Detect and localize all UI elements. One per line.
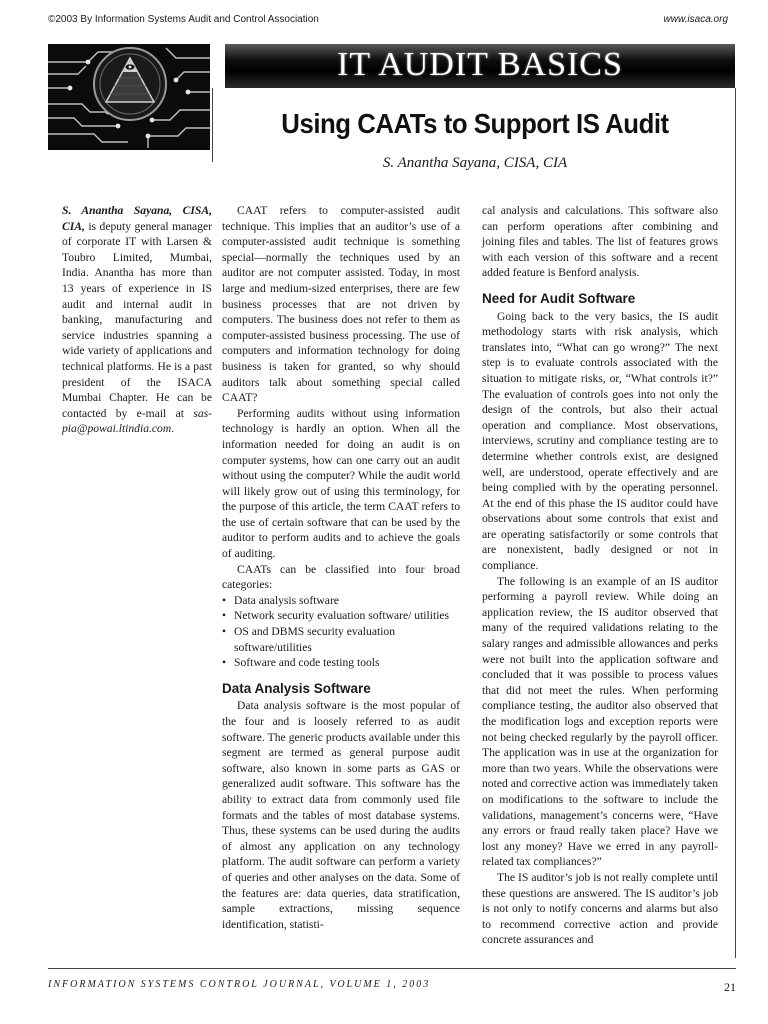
author-bio bbox=[62, 203, 212, 437]
bio-email-link[interactable]: sas-pia@powai.ltindia.com bbox=[62, 406, 212, 436]
paragraph: Data analysis software is the most popular of the four and is loosely referred to as audit software. The generic products available under this segment are termed as general purpose audit software, also known in some parts as GAS or generalized audit software. This software has the ability to extract data from commonly used file formats and the tables of most database systems. Thus, these systems can be used during the audits of almost any application on any technology platform. The audit software can perform a variety of queries and other analyses on the data. Some of the features are: data queries, data stratification, sample extractions, missing sequence identification, statisti- bbox=[222, 699, 460, 931]
section-heading: Need for Audit Software bbox=[482, 290, 636, 306]
website-link[interactable]: www.isaca.org bbox=[663, 14, 728, 25]
list-item: • Network security evaluation software/ utilities bbox=[222, 608, 460, 624]
paragraph: The IS auditor’s job is not really complete until these questions are answered. The IS auditor’s job is not only to notify concerns and alarms but also to recommend corrective action and provide concrete assurances and bbox=[482, 870, 718, 947]
caat-category-list bbox=[222, 593, 460, 671]
paragraph: CAAT refers to computer-assisted audit technique. This implies that an auditor’s use of a computer-assisted audit technique is something special—normally the techniques used by an auditor are not computer assisted. Today, in most large and medium-sized enterprises, there are few business processes that are not driven by computers. The business does not refer to them as computer-assisted business processing. The use of computers and information technology for doing business is taken for granted, so why should auditors talk about something special called CAAT? bbox=[222, 204, 460, 405]
circuit-eye-pyramid-icon bbox=[48, 44, 210, 150]
paragraph: The following is an example of an IS auditor performing a payroll review. While doing an application review, the IS auditor observed that many of the required validations relating to the salary ranges and admissible allowances and perks were not built into the application software and concluded that it was possible to process values that did not meet the rules. When performing compliance testing, the auditor also observed that the modification logs and exception reports were not being checked regularly by the payroll officer. The application was in use at the organization for more than two years. While the observations were noted and corrective action was immediately taken on modifications to the software to include the validations, management’s concerns were, “Have any errors or fraud really taken place? Have we lost any money? Have we erred in any payroll-related tax compliances?” bbox=[482, 574, 718, 869]
bio-end: . bbox=[171, 422, 175, 436]
section-heading: Data Analysis Software bbox=[222, 680, 371, 696]
copyright-notice: ©2003 By Information Systems Audit and Control Association bbox=[48, 14, 319, 25]
paragraph: Performing audits without using information technology is hardly an option. When all the information needed for doing an audit is on computer systems, how can one carry out an audit without using the computer? While the audit world will likely grow out of using this terminology, for the purpose of this article, the term CAAT refers to the use of certain software that can be used by the auditor to perform audits and to achieve the goals of auditing. bbox=[222, 406, 460, 561]
article-author: S. Anantha Sayana, CISA, CIA bbox=[382, 155, 568, 171]
paragraph: Going back to the very basics, the IS audit methodology starts with risk analysis, which translates into, “What can go wrong?” The next step is to evaluate controls associated with the situation to mitigate risks, or, “What controls it?” The evaluation of controls goes into not only the design of the controls, but also their actual operation and compliance. Most observations, interviews, scrutiny and compliance testing are to determine whether controls exist, are designed well, are understood, operate effectively and are being complied with by the operating personnel. At the end of this phase the IS auditor could have observations about some controls that exist and are operating satisfactorily or some controls that are nonexistent, badly designed or not in compliance. bbox=[482, 309, 718, 573]
paragraph: CAATs can be classified into four broad categories: bbox=[222, 562, 460, 592]
article-title: Using CAATs to Support IS Audit bbox=[281, 108, 669, 139]
body-column-middle bbox=[222, 203, 460, 932]
column-logo-image bbox=[48, 44, 210, 150]
author-bio-column bbox=[62, 203, 212, 437]
body-column-right bbox=[482, 203, 718, 948]
banner-title: IT AUDIT BASICS bbox=[337, 46, 623, 83]
list-item: • Software and code testing tools bbox=[222, 655, 460, 671]
frame-rule-right bbox=[735, 88, 736, 958]
frame-rule-left bbox=[212, 88, 213, 162]
bio-author-name: S. Anantha Sayana, CISA, CIA, bbox=[62, 204, 212, 233]
list-item: • OS and DBMS security evaluation software/utilities bbox=[222, 624, 460, 655]
page-number: 21 bbox=[724, 980, 736, 994]
journal-footer: INFORMATION SYSTEMS CONTROL JOURNAL, VOLUME 1, 2003 bbox=[48, 979, 431, 990]
frame-rule-bottom bbox=[48, 968, 736, 969]
paragraph: cal analysis and calculations. This software also can perform operations after combining and joining files and tables. The list of features grows with each version of this software and a recent added feature is Benford analysis. bbox=[482, 204, 718, 280]
bio-text: is deputy general manager of corporate IT with Larsen & Toubro Limited, Mumbai, India. Anantha has more than 13 years of experience in IS audit and internal audit in banking, manufacturing and service industries spanning a wide variety of applications and technical platforms. He is a past president of the ISACA Mumbai Chapter. He can be contacted by e-mail at bbox=[62, 219, 212, 420]
section-banner bbox=[225, 44, 735, 88]
list-item: • Data analysis software bbox=[222, 593, 460, 609]
